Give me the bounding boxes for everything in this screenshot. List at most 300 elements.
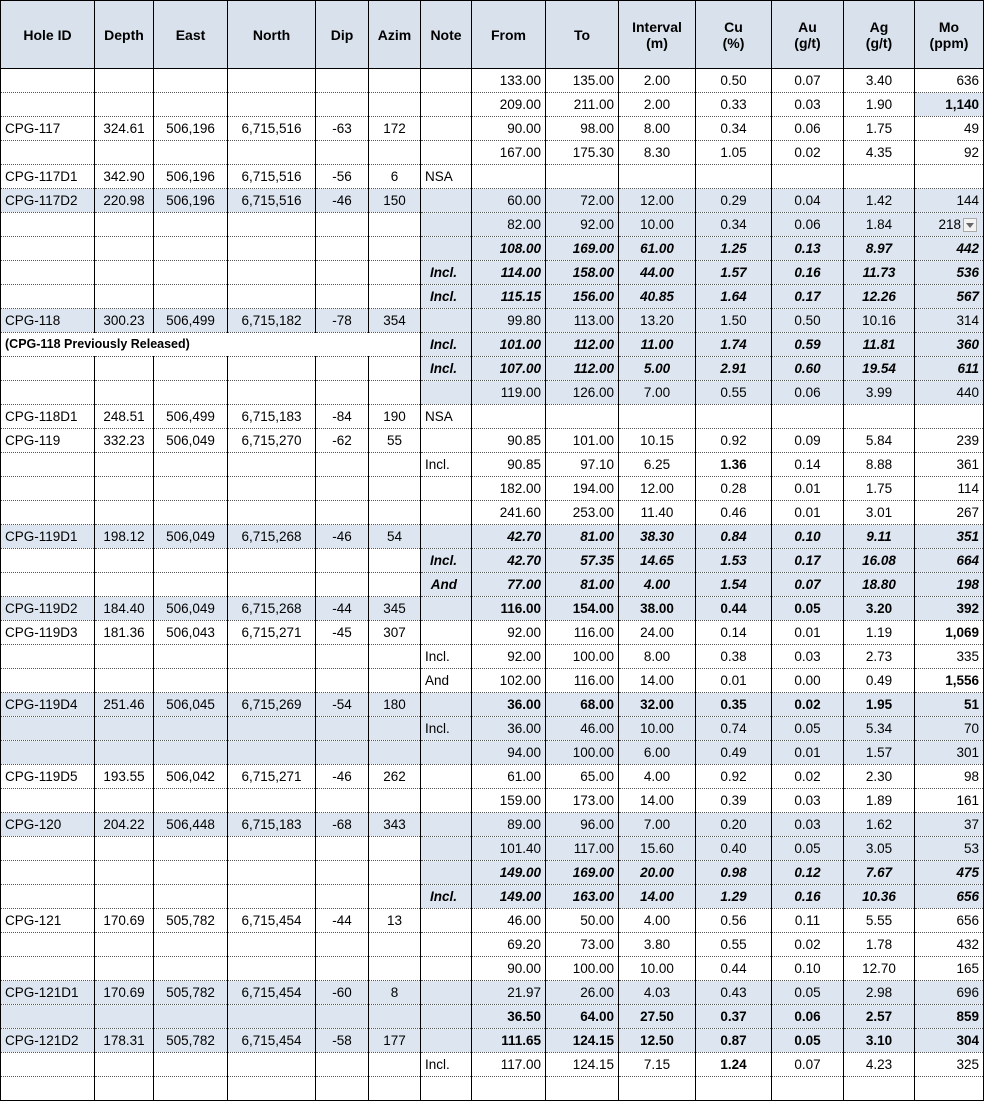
cell-east[interactable]: 505,782 — [154, 981, 228, 1005]
cell-mo[interactable]: 314 — [915, 309, 984, 333]
cell-east[interactable]: 506,043 — [154, 621, 228, 645]
header-dip[interactable]: Dip — [316, 1, 369, 69]
cell-interval[interactable]: 7.15 — [619, 1053, 696, 1077]
cell-mo[interactable]: 239 — [915, 429, 984, 453]
cell-from[interactable]: 167.00 — [472, 141, 546, 165]
cell-interval[interactable]: 4.00 — [619, 765, 696, 789]
cell-au[interactable]: 0.02 — [772, 765, 844, 789]
cell-note[interactable] — [421, 141, 472, 165]
cell-interval[interactable]: 38.30 — [619, 525, 696, 549]
cell-from[interactable]: 182.00 — [472, 477, 546, 501]
cell-hole[interactable] — [1, 381, 95, 405]
cell-north[interactable] — [228, 717, 316, 741]
cell-note[interactable] — [421, 213, 472, 237]
cell-to[interactable]: 65.00 — [546, 765, 619, 789]
cell-azim[interactable] — [369, 501, 421, 525]
cell-mo[interactable]: 696 — [915, 981, 984, 1005]
cell-cu[interactable]: 0.39 — [696, 789, 772, 813]
cell-hole[interactable] — [1, 453, 95, 477]
cell-north[interactable] — [228, 477, 316, 501]
cell-mo[interactable]: 49 — [915, 117, 984, 141]
cell-azim[interactable]: 343 — [369, 813, 421, 837]
cell-au[interactable]: 0.16 — [772, 261, 844, 285]
cell-interval[interactable]: 38.00 — [619, 597, 696, 621]
cell-depth[interactable]: 178.31 — [95, 1029, 154, 1053]
cell-east[interactable] — [154, 477, 228, 501]
cell-interval[interactable]: 6.00 — [619, 741, 696, 765]
cell-east[interactable]: 506,049 — [154, 429, 228, 453]
cell-dip[interactable]: -58 — [316, 1029, 369, 1053]
cell-north[interactable] — [228, 789, 316, 813]
cell-hole[interactable] — [1, 213, 95, 237]
cell-ag[interactable]: 1.57 — [844, 741, 915, 765]
cell-ag[interactable]: 8.97 — [844, 237, 915, 261]
cell-to[interactable] — [546, 165, 619, 189]
cell-azim[interactable]: 6 — [369, 165, 421, 189]
cell-from[interactable]: 60.00 — [472, 189, 546, 213]
cell-au[interactable]: 0.12 — [772, 861, 844, 885]
cell-north[interactable] — [228, 141, 316, 165]
cell-au[interactable] — [772, 405, 844, 429]
cell-azim[interactable] — [369, 453, 421, 477]
cell-from[interactable]: 99.80 — [472, 309, 546, 333]
cell-east[interactable]: 506,196 — [154, 117, 228, 141]
cell-to[interactable]: 113.00 — [546, 309, 619, 333]
cell-dip[interactable] — [316, 717, 369, 741]
cell-east[interactable] — [154, 717, 228, 741]
cell-depth[interactable] — [95, 1077, 154, 1101]
cell-azim[interactable] — [369, 69, 421, 93]
cell-depth[interactable] — [95, 957, 154, 981]
cell-azim[interactable] — [369, 717, 421, 741]
cell-north[interactable] — [228, 669, 316, 693]
cell-from[interactable]: 116.00 — [472, 597, 546, 621]
cell-note[interactable] — [421, 837, 472, 861]
cell-east[interactable] — [154, 741, 228, 765]
cell-au[interactable]: 0.01 — [772, 501, 844, 525]
cell-azim[interactable]: 190 — [369, 405, 421, 429]
cell-cu[interactable]: 0.40 — [696, 837, 772, 861]
cell-east[interactable]: 506,499 — [154, 405, 228, 429]
cell-note[interactable] — [421, 1077, 472, 1101]
cell-au[interactable]: 0.03 — [772, 645, 844, 669]
cell-azim[interactable]: 150 — [369, 189, 421, 213]
cell-from[interactable]: 90.00 — [472, 117, 546, 141]
cell-note[interactable]: Incl. — [421, 261, 472, 285]
cell-ag[interactable]: 7.67 — [844, 861, 915, 885]
cell-azim[interactable] — [369, 1005, 421, 1029]
cell-depth[interactable]: 193.55 — [95, 765, 154, 789]
cell-from[interactable]: 36.50 — [472, 1005, 546, 1029]
cell-north[interactable] — [228, 1005, 316, 1029]
cell-au[interactable]: 0.13 — [772, 237, 844, 261]
cell-north[interactable] — [228, 573, 316, 597]
cell-from[interactable]: 21.97 — [472, 981, 546, 1005]
cell-from[interactable]: 108.00 — [472, 237, 546, 261]
cell-interval[interactable]: 14.00 — [619, 669, 696, 693]
cell-cu[interactable]: 0.38 — [696, 645, 772, 669]
cell-cu[interactable]: 0.55 — [696, 381, 772, 405]
cell-au[interactable] — [772, 1077, 844, 1101]
cell-to[interactable]: 97.10 — [546, 453, 619, 477]
dropdown-arrow-icon[interactable] — [963, 218, 977, 232]
cell-to[interactable]: 169.00 — [546, 237, 619, 261]
cell-azim[interactable] — [369, 933, 421, 957]
cell-ag[interactable]: 18.80 — [844, 573, 915, 597]
cell-hole[interactable]: CPG-119D5 — [1, 765, 95, 789]
cell-note[interactable]: Incl. — [421, 333, 472, 357]
cell-north[interactable] — [228, 885, 316, 909]
cell-interval[interactable]: 44.00 — [619, 261, 696, 285]
cell-east[interactable] — [154, 69, 228, 93]
cell-interval[interactable]: 14.00 — [619, 789, 696, 813]
cell-note[interactable] — [421, 501, 472, 525]
cell-from[interactable]: 92.00 — [472, 645, 546, 669]
cell-dip[interactable]: -45 — [316, 621, 369, 645]
cell-hole[interactable]: CPG-120 — [1, 813, 95, 837]
cell-depth[interactable] — [95, 285, 154, 309]
cell-ag[interactable]: 1.75 — [844, 117, 915, 141]
cell-cu[interactable]: 0.50 — [696, 69, 772, 93]
cell-cu[interactable]: 0.74 — [696, 717, 772, 741]
cell-mo[interactable] — [915, 213, 984, 237]
cell-azim[interactable] — [369, 357, 421, 381]
cell-au[interactable]: 0.02 — [772, 933, 844, 957]
cell-note[interactable] — [421, 309, 472, 333]
cell-cu[interactable]: 0.56 — [696, 909, 772, 933]
cell-east[interactable] — [154, 237, 228, 261]
cell-to[interactable]: 124.15 — [546, 1029, 619, 1053]
cell-note[interactable] — [421, 621, 472, 645]
cell-dip[interactable]: -46 — [316, 765, 369, 789]
cell-to[interactable]: 96.00 — [546, 813, 619, 837]
cell-ag[interactable]: 1.75 — [844, 477, 915, 501]
cell-mo[interactable]: 536 — [915, 261, 984, 285]
cell-depth[interactable] — [95, 213, 154, 237]
cell-to[interactable]: 194.00 — [546, 477, 619, 501]
cell-to[interactable]: 173.00 — [546, 789, 619, 813]
cell-cu[interactable]: 0.92 — [696, 765, 772, 789]
cell-north[interactable]: 6,715,269 — [228, 693, 316, 717]
cell-east[interactable] — [154, 213, 228, 237]
cell-north[interactable] — [228, 213, 316, 237]
cell-depth[interactable] — [95, 1005, 154, 1029]
cell-azim[interactable] — [369, 237, 421, 261]
cell-depth[interactable] — [95, 741, 154, 765]
cell-azim[interactable] — [369, 213, 421, 237]
cell-mo[interactable]: 611 — [915, 357, 984, 381]
cell-depth[interactable] — [95, 237, 154, 261]
cell-north[interactable]: 6,715,183 — [228, 813, 316, 837]
cell-note[interactable]: NSA — [421, 165, 472, 189]
cell-dip[interactable]: -62 — [316, 429, 369, 453]
cell-azim[interactable] — [369, 261, 421, 285]
cell-cu[interactable]: 0.55 — [696, 933, 772, 957]
cell-to[interactable]: 100.00 — [546, 645, 619, 669]
cell-to[interactable]: 46.00 — [546, 717, 619, 741]
cell-azim[interactable] — [369, 669, 421, 693]
cell-mo[interactable]: 267 — [915, 501, 984, 525]
cell-note[interactable]: And — [421, 669, 472, 693]
cell-interval[interactable]: 10.00 — [619, 957, 696, 981]
cell-from[interactable]: 107.00 — [472, 357, 546, 381]
cell-ag[interactable]: 12.26 — [844, 285, 915, 309]
cell-azim[interactable]: 54 — [369, 525, 421, 549]
cell-cu[interactable]: 0.37 — [696, 1005, 772, 1029]
cell-note[interactable] — [421, 765, 472, 789]
cell-hole[interactable]: CPG-118D1 — [1, 405, 95, 429]
cell-ag[interactable]: 3.10 — [844, 1029, 915, 1053]
cell-dip[interactable] — [316, 837, 369, 861]
cell-note[interactable] — [421, 381, 472, 405]
cell-mo[interactable]: 98 — [915, 765, 984, 789]
cell-north[interactable]: 6,715,268 — [228, 597, 316, 621]
cell-cu[interactable]: 0.44 — [696, 957, 772, 981]
cell-au[interactable]: 0.00 — [772, 669, 844, 693]
cell-cu[interactable]: 0.49 — [696, 741, 772, 765]
cell-cu[interactable]: 0.98 — [696, 861, 772, 885]
cell-hole[interactable] — [1, 501, 95, 525]
cell-from[interactable]: 69.20 — [472, 933, 546, 957]
cell-from[interactable]: 42.70 — [472, 549, 546, 573]
cell-azim[interactable]: 354 — [369, 309, 421, 333]
cell-mo[interactable]: 70 — [915, 717, 984, 741]
cell-note[interactable] — [421, 1005, 472, 1029]
cell-east[interactable] — [154, 357, 228, 381]
cell-from[interactable]: 114.00 — [472, 261, 546, 285]
cell-cu[interactable]: 2.91 — [696, 357, 772, 381]
header-note[interactable]: Note — [421, 1, 472, 69]
cell-to[interactable]: 117.00 — [546, 837, 619, 861]
cell-note[interactable] — [421, 789, 472, 813]
cell-au[interactable]: 0.10 — [772, 957, 844, 981]
cell-mo[interactable]: 53 — [915, 837, 984, 861]
cell-au[interactable]: 0.14 — [772, 453, 844, 477]
cell-azim[interactable] — [369, 477, 421, 501]
cell-note[interactable] — [421, 981, 472, 1005]
cell-ag[interactable]: 1.19 — [844, 621, 915, 645]
cell-depth[interactable]: 170.69 — [95, 909, 154, 933]
cell-ag[interactable]: 5.34 — [844, 717, 915, 741]
cell-interval[interactable]: 11.40 — [619, 501, 696, 525]
cell-dip[interactable] — [316, 213, 369, 237]
cell-hole[interactable]: CPG-119 — [1, 429, 95, 453]
cell-to[interactable]: 81.00 — [546, 573, 619, 597]
cell-au[interactable]: 0.02 — [772, 141, 844, 165]
cell-dip[interactable] — [316, 141, 369, 165]
cell-hole[interactable] — [1, 933, 95, 957]
cell-interval[interactable]: 2.00 — [619, 69, 696, 93]
cell-note[interactable] — [421, 693, 472, 717]
cell-interval[interactable]: 24.00 — [619, 621, 696, 645]
cell-interval[interactable]: 6.25 — [619, 453, 696, 477]
cell-from[interactable]: 209.00 — [472, 93, 546, 117]
cell-interval[interactable] — [619, 1077, 696, 1101]
cell-dip[interactable]: -56 — [316, 165, 369, 189]
cell-east[interactable] — [154, 141, 228, 165]
cell-from[interactable]: 133.00 — [472, 69, 546, 93]
cell-au[interactable]: 0.09 — [772, 429, 844, 453]
cell-mo[interactable]: 1,140 — [915, 93, 984, 117]
cell-dip[interactable] — [316, 1077, 369, 1101]
cell-east[interactable]: 506,499 — [154, 309, 228, 333]
cell-east[interactable]: 506,042 — [154, 765, 228, 789]
cell-ag[interactable]: 4.35 — [844, 141, 915, 165]
header-mo[interactable]: Mo (ppm) — [915, 1, 984, 69]
cell-hole[interactable]: CPG-119D1 — [1, 525, 95, 549]
cell-au[interactable]: 0.05 — [772, 597, 844, 621]
cell-hole[interactable]: CPG-121D2 — [1, 1029, 95, 1053]
cell-hole[interactable] — [1, 1005, 95, 1029]
cell-ag[interactable]: 3.01 — [844, 501, 915, 525]
cell-interval[interactable]: 4.00 — [619, 909, 696, 933]
cell-azim[interactable]: 13 — [369, 909, 421, 933]
cell-from[interactable]: 42.70 — [472, 525, 546, 549]
cell-east[interactable]: 506,196 — [154, 189, 228, 213]
cell-north[interactable] — [228, 501, 316, 525]
cell-azim[interactable] — [369, 861, 421, 885]
cell-from[interactable]: 115.15 — [472, 285, 546, 309]
cell-north[interactable]: 6,715,454 — [228, 1029, 316, 1053]
cell-from[interactable]: 90.85 — [472, 453, 546, 477]
cell-azim[interactable] — [369, 885, 421, 909]
cell-dip[interactable] — [316, 645, 369, 669]
cell-dip[interactable] — [316, 933, 369, 957]
cell-dip[interactable] — [316, 573, 369, 597]
cell-east[interactable] — [154, 669, 228, 693]
cell-depth[interactable] — [95, 1053, 154, 1077]
cell-azim[interactable] — [369, 573, 421, 597]
cell-mo[interactable]: 161 — [915, 789, 984, 813]
cell-dip[interactable] — [316, 237, 369, 261]
cell-mo[interactable]: 656 — [915, 885, 984, 909]
cell-dip[interactable] — [316, 549, 369, 573]
cell-note[interactable] — [421, 117, 472, 141]
cell-hole[interactable] — [1, 1077, 95, 1101]
cell-ag[interactable]: 1.84 — [844, 213, 915, 237]
cell-to[interactable]: 73.00 — [546, 933, 619, 957]
cell-depth[interactable] — [95, 549, 154, 573]
cell-azim[interactable] — [369, 141, 421, 165]
cell-from[interactable]: 159.00 — [472, 789, 546, 813]
cell-to[interactable]: 26.00 — [546, 981, 619, 1005]
cell-note[interactable] — [421, 69, 472, 93]
header-depth[interactable]: Depth — [95, 1, 154, 69]
cell-to[interactable]: 101.00 — [546, 429, 619, 453]
cell-mo[interactable]: 636 — [915, 69, 984, 93]
cell-east[interactable] — [154, 501, 228, 525]
cell-depth[interactable]: 248.51 — [95, 405, 154, 429]
cell-to[interactable]: 175.30 — [546, 141, 619, 165]
cell-hole[interactable]: CPG-118 — [1, 309, 95, 333]
cell-ag[interactable]: 2.98 — [844, 981, 915, 1005]
cell-interval[interactable]: 14.65 — [619, 549, 696, 573]
cell-east[interactable]: 505,782 — [154, 1029, 228, 1053]
cell-ag[interactable]: 1.90 — [844, 93, 915, 117]
cell-north[interactable] — [228, 69, 316, 93]
cell-au[interactable]: 0.03 — [772, 789, 844, 813]
cell-from[interactable] — [472, 1077, 546, 1101]
cell-mo[interactable] — [915, 405, 984, 429]
cell-ag[interactable]: 1.89 — [844, 789, 915, 813]
cell-north[interactable]: 6,715,183 — [228, 405, 316, 429]
cell-depth[interactable] — [95, 789, 154, 813]
cell-note[interactable] — [421, 477, 472, 501]
cell-hole[interactable] — [1, 861, 95, 885]
cell-note[interactable]: Incl. — [421, 645, 472, 669]
cell-mo[interactable]: 165 — [915, 957, 984, 981]
cell-cu[interactable]: 0.14 — [696, 621, 772, 645]
cell-north[interactable] — [228, 93, 316, 117]
cell-au[interactable]: 0.01 — [772, 741, 844, 765]
cell-from[interactable]: 61.00 — [472, 765, 546, 789]
cell-mo[interactable]: 304 — [915, 1029, 984, 1053]
cell-mo[interactable]: 351 — [915, 525, 984, 549]
cell-hole[interactable] — [1, 69, 95, 93]
cell-ag[interactable]: 9.11 — [844, 525, 915, 549]
cell-from[interactable] — [472, 165, 546, 189]
cell-au[interactable]: 0.03 — [772, 813, 844, 837]
cell-au[interactable]: 0.06 — [772, 381, 844, 405]
cell-dip[interactable] — [316, 357, 369, 381]
cell-ag[interactable]: 3.99 — [844, 381, 915, 405]
cell-azim[interactable]: 180 — [369, 693, 421, 717]
cell-cu[interactable]: 0.34 — [696, 213, 772, 237]
cell-to[interactable]: 116.00 — [546, 621, 619, 645]
cell-cu[interactable] — [696, 165, 772, 189]
cell-ag[interactable]: 5.84 — [844, 429, 915, 453]
cell-to[interactable]: 158.00 — [546, 261, 619, 285]
cell-ag[interactable]: 3.20 — [844, 597, 915, 621]
cell-mo[interactable]: 360 — [915, 333, 984, 357]
cell-to[interactable]: 98.00 — [546, 117, 619, 141]
cell-dip[interactable] — [316, 261, 369, 285]
cell-ag[interactable]: 10.16 — [844, 309, 915, 333]
cell-azim[interactable]: 55 — [369, 429, 421, 453]
cell-hole[interactable] — [1, 957, 95, 981]
cell-note[interactable] — [421, 861, 472, 885]
cell-note[interactable] — [421, 597, 472, 621]
cell-azim[interactable] — [369, 741, 421, 765]
cell-dip[interactable] — [316, 501, 369, 525]
cell-dip[interactable] — [316, 381, 369, 405]
cell-north[interactable]: 6,715,182 — [228, 309, 316, 333]
cell-depth[interactable] — [95, 837, 154, 861]
cell-dip[interactable] — [316, 1053, 369, 1077]
cell-dip[interactable] — [316, 1005, 369, 1029]
cell-dip[interactable] — [316, 93, 369, 117]
cell-ag[interactable]: 1.95 — [844, 693, 915, 717]
cell-north[interactable] — [228, 357, 316, 381]
cell-from[interactable]: 101.40 — [472, 837, 546, 861]
cell-ag[interactable]: 12.70 — [844, 957, 915, 981]
cell-hole[interactable] — [1, 717, 95, 741]
cell-hole[interactable] — [1, 645, 95, 669]
cell-cu[interactable] — [696, 405, 772, 429]
cell-from[interactable]: 149.00 — [472, 885, 546, 909]
cell-au[interactable]: 0.02 — [772, 693, 844, 717]
cell-mo[interactable]: 567 — [915, 285, 984, 309]
cell-azim[interactable] — [369, 549, 421, 573]
cell-ag[interactable]: 16.08 — [844, 549, 915, 573]
cell-from[interactable]: 117.00 — [472, 1053, 546, 1077]
cell-to[interactable]: 126.00 — [546, 381, 619, 405]
cell-au[interactable]: 0.05 — [772, 837, 844, 861]
cell-azim[interactable]: 172 — [369, 117, 421, 141]
cell-east[interactable]: 506,448 — [154, 813, 228, 837]
cell-depth[interactable] — [95, 717, 154, 741]
cell-cu[interactable] — [696, 1077, 772, 1101]
